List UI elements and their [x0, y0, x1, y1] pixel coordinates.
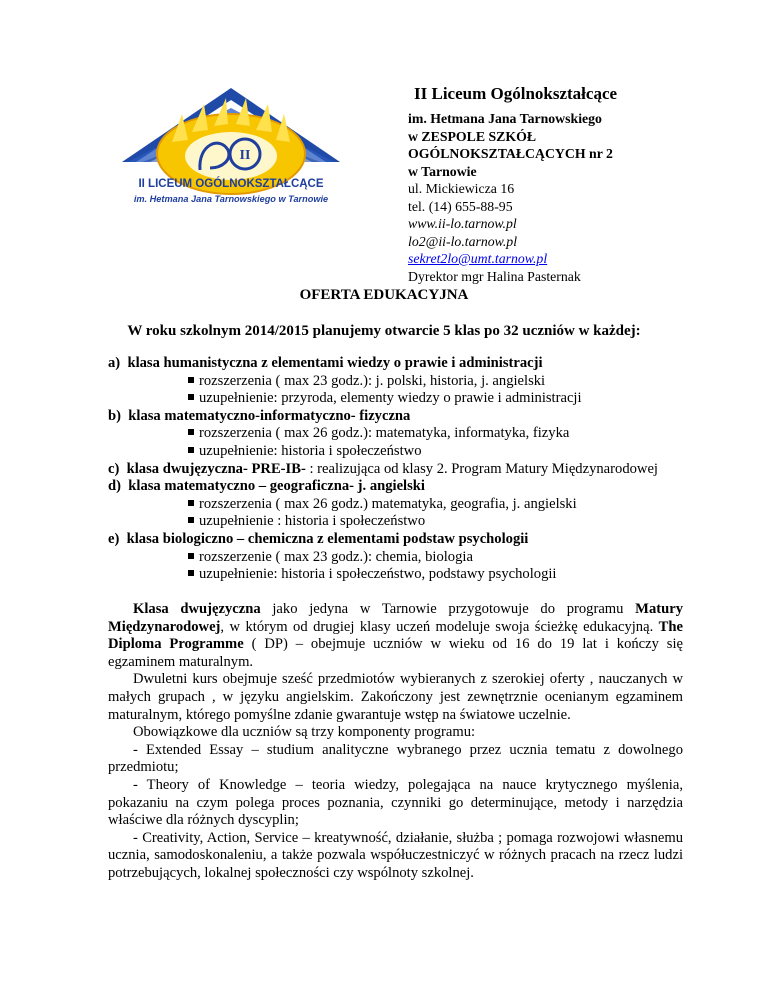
paragraph-components: Obowiązkowe dla uczniów są trzy komponenty programu: [133, 724, 476, 741]
class-a-detail-text: uzupełnienie: przyroda, elementy wiedzy o prawie i administracji [199, 390, 582, 407]
class-c-title-rest: : realizująca od klasy 2. Program Matury Międzynarodowej [305, 460, 658, 477]
bullet-square-icon [188, 377, 194, 383]
school-header [408, 84, 728, 285]
class-e-detail [108, 549, 683, 567]
class-d-detail-text: uzupełnienie : historia i społeczeństwo [199, 513, 426, 530]
secretary-email-link[interactable]: sekret2lo@umt.tarnow.pl [408, 251, 548, 266]
paragraph-extended-essay: - Extended Essay – studium analityczne wybranego przez ucznia tematu z dowolnego przedmiotu; [108, 741, 683, 776]
bullet-square-icon [188, 517, 194, 523]
class-d-detail [108, 513, 683, 531]
class-e-title: e) klasa biologiczno – chemiczna z elementami podstaw psychologii [108, 530, 529, 547]
school-phone: tel. (14) 655-88-95 [408, 198, 513, 214]
bold-international-matura: Matury Międzynarodowej [108, 601, 683, 635]
class-b-detail-text: rozszerzenia ( max 26 godz.): matematyka, informatyka, fizyka [199, 425, 570, 442]
bullet-square-icon [188, 570, 194, 576]
school-email: lo2@ii-lo.tarnow.pl [408, 233, 518, 249]
class-d-title: d) klasa matematyczno – geograficzna- j. angielski [108, 478, 425, 495]
class-c-title-bold: c) klasa dwujęzyczna- PRE-IB- [108, 460, 306, 477]
class-b-detail-text: uzupełnienie: historia i społeczeństwo [199, 442, 422, 459]
bullet-square-icon [188, 429, 194, 435]
logo-patron: im. Hetmana Jana Tarnowskiego w Tarnowie [133, 194, 329, 204]
bold-diploma-programme: The Diploma Programme [108, 618, 683, 653]
class-e-detail-text: rozszerzenie ( max 23 godz.): chemia, biologia [199, 548, 473, 565]
school-complex-line2: OGÓLNOKSZTAŁCĄCYCH nr 2 [408, 146, 613, 161]
class-d-detail-text: rozszerzenia ( max 26 godz.) matematyka, geografia, j. angielski [199, 495, 577, 512]
class-a-detail-text: rozszerzenia ( max 23 godz.): j. polski, historia, j. angielski [199, 372, 546, 389]
class-e-detail [108, 566, 683, 584]
class-e-detail-text: uzupełnienie: historia i społeczeństwo, podstawy psychologii [199, 566, 557, 583]
class-b-title: b) klasa matematyczno-informatyczno- fizyczna [108, 407, 411, 424]
bullet-square-icon [188, 394, 194, 400]
school-city: w Tarnowie [408, 163, 477, 179]
logo-numeral: II [239, 148, 251, 163]
school-complex-line1: w ZESPOLE SZKÓŁ [408, 128, 537, 144]
school-logo-graphic [112, 84, 350, 214]
offer-title: OFERTA EDUKACYJNA [299, 287, 469, 303]
class-d-detail [108, 496, 683, 514]
bullet-square-icon [188, 500, 194, 506]
school-website: www.ii-lo.tarnow.pl [408, 216, 517, 231]
class-a-detail [108, 373, 683, 391]
school-director: Dyrektor mgr Halina Pasternak [408, 268, 581, 284]
bullet-square-icon [188, 553, 194, 559]
text-span: , w którym od drugiej klasy uczeń modeluje swoja ścieżkę edukacyjną. [220, 618, 659, 635]
class-b-detail [108, 425, 683, 443]
bold-bilingual-class: Klasa dwujęzyczna [133, 601, 261, 617]
text-span: jako jedyna w Tarnowie przygotowuje do programu [260, 601, 636, 617]
offer-intro: W roku szkolnym 2014/2015 planujemy otwarcie 5 klas po 32 uczniów w każdej: [127, 323, 641, 339]
program-description [108, 601, 683, 883]
paragraph-cas: - Creativity, Action, Service – kreatywność, działanie, służba ; pomaga rozwojowi własnemu ucznia, samodoskonaleniu, a także pozwala współuczestniczyć w różnych pracach na rzecz ludzi potrzebujących, lokalnej społeczności czy wspólnoty szkolnej. [108, 829, 683, 881]
bullet-square-icon [188, 447, 194, 453]
logo-school-name: II LICEUM OGÓLNOKSZTAŁCĄCE [138, 178, 324, 190]
class-c-title [108, 461, 683, 479]
school-patron: im. Hetmana Jana Tarnowskiego [408, 111, 602, 126]
paragraph-theory-of-knowledge: - Theory of Knowledge – teoria wiedzy, polegająca na nauce krytycznego myślenia, pokazaniu na czym polega proces poznania, czynniki go determinujące, metody i narzędzia właściwe dla różnych dyscyplin; [108, 776, 683, 829]
paragraph-course: Dwuletni kurs obejmuje sześć przedmiotów wybieranych z szerokiej oferty , nauczanych w małych grupach , w języku angielskim. Zakończony jest zewnętrznie ocenianym egzaminem maturalnym, którego pomyślne zdanie gwarantuje wstęp na światowe uczelnie. [108, 671, 683, 723]
paragraph-bilingual-class [108, 601, 683, 671]
school-name: II Liceum Ogólnokształcące [414, 84, 618, 103]
school-logo [112, 84, 350, 214]
text-span: ( DP) – obejmuje uczniów w wieku od 16 do 19 lat i kończy się egzaminem maturalnym. [108, 636, 684, 670]
class-a-title: a) klasa humanistyczna z elementami wiedzy o prawie i administracji [108, 355, 543, 371]
class-b-detail [108, 443, 683, 461]
school-street: ul. Mickiewicza 16 [408, 181, 515, 196]
class-a-detail [108, 390, 683, 408]
class-list [108, 355, 683, 584]
